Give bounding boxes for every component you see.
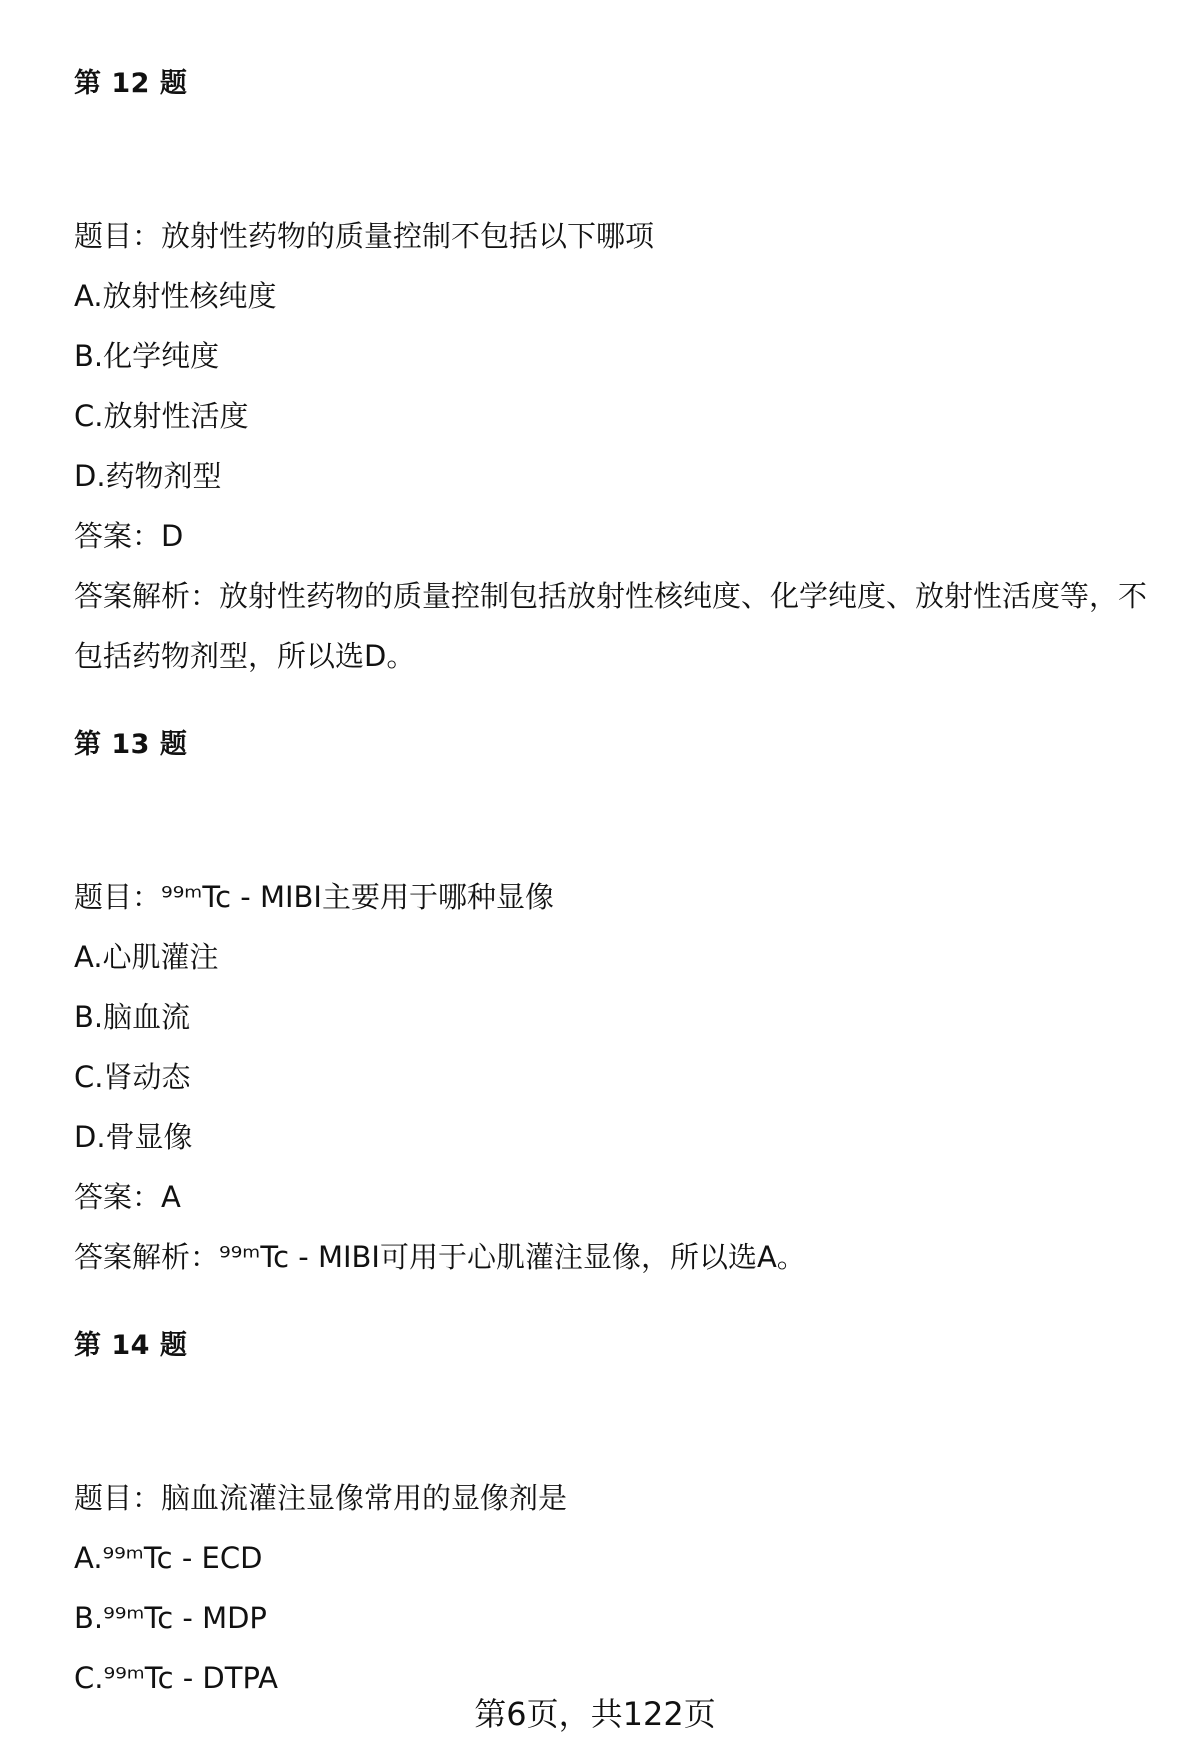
question-13-explanation: 答案解析：⁹⁹ᵐTc - MIBI可用于心肌灌注显像，所以选A。 (74, 1240, 806, 1274)
question-14-option-b: B.⁹⁹ᵐTc - MDP (74, 1601, 267, 1635)
question-14-header: 第 14 题 (74, 1330, 188, 1361)
question-12-option-b: B.化学纯度 (74, 339, 220, 373)
question-13-option-b: B.脑血流 (74, 1000, 191, 1034)
question-13-option-d: D.骨显像 (74, 1120, 193, 1154)
question-13-option-c: C.肾动态 (74, 1060, 191, 1094)
question-13-header: 第 13 题 (74, 729, 188, 760)
question-12-option-d: D.药物剂型 (74, 459, 222, 493)
question-14-option-c: C.⁹⁹ᵐTc - DTPA (74, 1661, 278, 1695)
question-12-stem: 题目：放射性药物的质量控制不包括以下哪项 (74, 219, 655, 253)
question-12-option-a: A.放射性核纯度 (74, 279, 277, 313)
question-12-option-c: C.放射性活度 (74, 399, 249, 433)
question-14-option-a: A.⁹⁹ᵐTc - ECD (74, 1541, 263, 1575)
question-12-header: 第 12 题 (74, 68, 188, 99)
question-13-option-a: A.心肌灌注 (74, 940, 219, 974)
question-13-stem: 题目：⁹⁹ᵐTc - MIBI主要用于哪种显像 (74, 880, 554, 914)
question-14-stem: 题目：脑血流灌注显像常用的显像剂是 (74, 1481, 568, 1515)
question-12-explanation: 答案解析：放射性药物的质量控制包括放射性核纯度、化学纯度、放射性活度等，不包括药物剂型，所以选D。 (74, 579, 1148, 673)
question-12-answer: 答案：D (74, 519, 184, 553)
page-number-footer: 第6页，共122页 (474, 1695, 716, 1733)
question-13-answer: 答案：A (74, 1180, 181, 1214)
